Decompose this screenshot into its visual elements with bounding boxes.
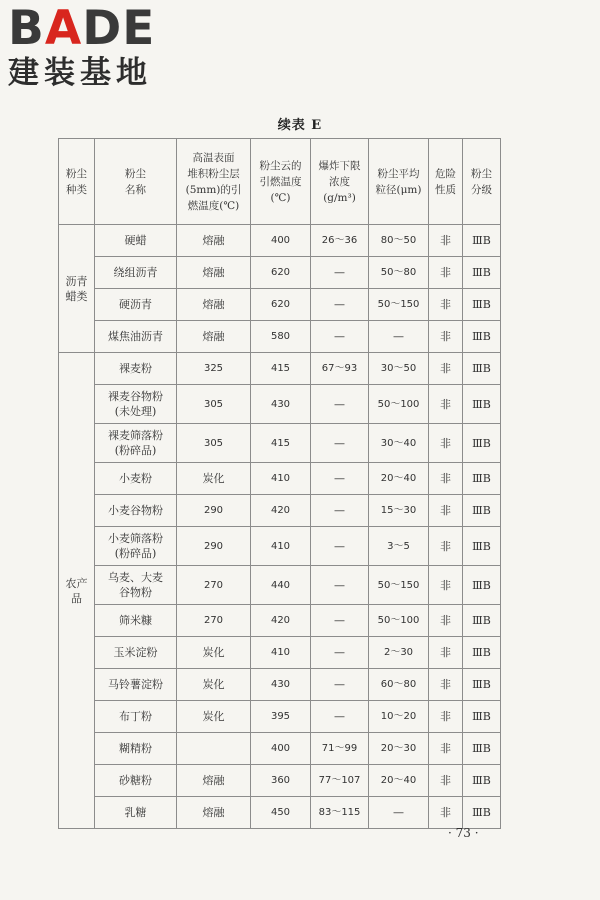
table-cell: — [311, 701, 369, 733]
table-cell: ⅢB [463, 353, 501, 385]
table-row [59, 321, 501, 353]
table-cell: — [311, 637, 369, 669]
table-cell: — [311, 424, 369, 463]
table-cell: 裸麦谷物粉 (未处理) [95, 385, 177, 424]
table-cell: 400 [251, 225, 311, 257]
table-cell: 410 [251, 637, 311, 669]
table-row [59, 353, 501, 385]
table-cell: 20～40 [369, 765, 429, 797]
table-row [59, 765, 501, 797]
table-cell: 煤焦油沥青 [95, 321, 177, 353]
table-cell: 裸麦粉 [95, 353, 177, 385]
table-cell: 50～100 [369, 605, 429, 637]
table-cell: 450 [251, 797, 311, 829]
table-cell: 非 [429, 765, 463, 797]
table-cell: 15～30 [369, 495, 429, 527]
table-cell: 50～150 [369, 289, 429, 321]
table-row [59, 289, 501, 321]
table-cell: 420 [251, 605, 311, 637]
table-cell: 50～150 [369, 566, 429, 605]
table-cell: 非 [429, 701, 463, 733]
logo-subtitle: 建装基地 [8, 55, 152, 91]
table-cell: — [369, 797, 429, 829]
logo-letters-de: DE [82, 1, 156, 56]
table-cell: 熔融 [177, 765, 251, 797]
table-cell: 砂糖粉 [95, 765, 177, 797]
table-cell: — [311, 527, 369, 566]
table-row [59, 424, 501, 463]
table-row [59, 637, 501, 669]
table-cell: — [311, 289, 369, 321]
logo-letter-a: A [44, 1, 83, 56]
table-cell: 乳糖 [95, 797, 177, 829]
table-cell: 10～20 [369, 701, 429, 733]
table-cell: 熔融 [177, 321, 251, 353]
table-cell: 硬沥青 [95, 289, 177, 321]
table-cell: 小麦谷物粉 [95, 495, 177, 527]
table-cell: ⅢB [463, 424, 501, 463]
table-cell: 非 [429, 463, 463, 495]
table-row [59, 669, 501, 701]
table-cell: — [311, 385, 369, 424]
table-cell: ⅢB [463, 289, 501, 321]
table-cell: 非 [429, 385, 463, 424]
table-cell: 布丁粉 [95, 701, 177, 733]
dust-properties-table [58, 138, 501, 829]
table-cell: 小麦筛落粉 (粉碎品) [95, 527, 177, 566]
table-cell: 620 [251, 257, 311, 289]
table-cell: — [311, 566, 369, 605]
table-cell: — [311, 495, 369, 527]
table-cell: 3～5 [369, 527, 429, 566]
brand-logo [8, 1, 178, 91]
logo-wordmark [8, 1, 178, 56]
table-cell: 熔融 [177, 289, 251, 321]
column-header: 粉尘云的 引燃温度 (℃) [251, 139, 311, 225]
dust-category-cell: 农产 品 [59, 353, 95, 829]
page-number: · 73 · [448, 826, 479, 840]
table-cell: 非 [429, 257, 463, 289]
table-cell: 60～80 [369, 669, 429, 701]
table-cell: 440 [251, 566, 311, 605]
table-row [59, 733, 501, 765]
table-cell: ⅢB [463, 321, 501, 353]
table-cell: 小麦粉 [95, 463, 177, 495]
table-cell: 非 [429, 669, 463, 701]
table-cell: 非 [429, 353, 463, 385]
logo-letter-b: B [8, 1, 45, 56]
table-cell: 71～99 [311, 733, 369, 765]
table-cell: 430 [251, 385, 311, 424]
table-cell: 305 [177, 424, 251, 463]
table-row [59, 797, 501, 829]
table-cell: 糊精粉 [95, 733, 177, 765]
table-cell: 炭化 [177, 463, 251, 495]
table-cell: ⅢB [463, 495, 501, 527]
table-row [59, 257, 501, 289]
table-cell: 20～30 [369, 733, 429, 765]
column-header: 粉尘 分级 [463, 139, 501, 225]
table-cell: — [311, 605, 369, 637]
table-cell: 非 [429, 733, 463, 765]
table-cell: ⅢB [463, 257, 501, 289]
table-cell: ⅢB [463, 733, 501, 765]
column-header: 粉尘 名称 [95, 139, 177, 225]
table-cell: 290 [177, 495, 251, 527]
table-cell: — [311, 257, 369, 289]
table-cell: 非 [429, 424, 463, 463]
table-cell: 2～30 [369, 637, 429, 669]
table-row [59, 605, 501, 637]
column-header: 高温表面 堆积粉尘层 (5mm)的引 燃温度(℃) [177, 139, 251, 225]
table-cell: 26～36 [311, 225, 369, 257]
table-cell: 30～40 [369, 424, 429, 463]
table-cell: 430 [251, 669, 311, 701]
column-header: 爆炸下限 浓度 (g/m³) [311, 139, 369, 225]
table-cell: 620 [251, 289, 311, 321]
table-cell: 400 [251, 733, 311, 765]
table-cell: 30～50 [369, 353, 429, 385]
table-cell: 非 [429, 637, 463, 669]
table-cell: 325 [177, 353, 251, 385]
table-cell: ⅢB [463, 669, 501, 701]
table-row [59, 463, 501, 495]
table-cell: — [369, 321, 429, 353]
table-cell: 50～100 [369, 385, 429, 424]
table-cell: 裸麦筛落粉 (粉碎品) [95, 424, 177, 463]
table-cell: 395 [251, 701, 311, 733]
table-cell: 熔融 [177, 797, 251, 829]
column-header: 粉尘平均 粒径(μm) [369, 139, 429, 225]
table-cell: 熔融 [177, 225, 251, 257]
table-cell: 炭化 [177, 701, 251, 733]
table-cell: 非 [429, 225, 463, 257]
table-cell: — [311, 463, 369, 495]
table-row [59, 701, 501, 733]
table-cell [177, 733, 251, 765]
table-cell: — [311, 669, 369, 701]
table-cell: ⅢB [463, 701, 501, 733]
table-row [59, 225, 501, 257]
table-cell: 415 [251, 424, 311, 463]
table-header-row [59, 139, 501, 225]
table-cell: 非 [429, 566, 463, 605]
table-row [59, 495, 501, 527]
table-cell: 67～93 [311, 353, 369, 385]
table-cell: 77～107 [311, 765, 369, 797]
table-cell: ⅢB [463, 605, 501, 637]
table-row [59, 385, 501, 424]
column-header: 粉尘 种类 [59, 139, 95, 225]
table-cell: 乌麦、大麦 谷物粉 [95, 566, 177, 605]
table-cell: 80～50 [369, 225, 429, 257]
table-cell: 非 [429, 605, 463, 637]
table-cell: 270 [177, 605, 251, 637]
table-cell: 305 [177, 385, 251, 424]
table-cell: 非 [429, 527, 463, 566]
table-cell: 360 [251, 765, 311, 797]
column-header: 危险 性质 [429, 139, 463, 225]
table-cell: ⅢB [463, 225, 501, 257]
table-cell: 炭化 [177, 669, 251, 701]
table-cell: ⅢB [463, 797, 501, 829]
table-cell: 415 [251, 353, 311, 385]
table-caption: 续表 E [277, 118, 323, 133]
dust-category-cell: 沥青 蜡类 [59, 225, 95, 353]
table-cell: ⅢB [463, 527, 501, 566]
table-cell: 筛米糠 [95, 605, 177, 637]
table-cell: 炭化 [177, 637, 251, 669]
table-cell: 20～40 [369, 463, 429, 495]
table-cell: 非 [429, 797, 463, 829]
table-cell: 非 [429, 495, 463, 527]
table-cell: — [311, 321, 369, 353]
table-row [59, 566, 501, 605]
table-cell: 270 [177, 566, 251, 605]
table-cell: 83～115 [311, 797, 369, 829]
table-cell: 420 [251, 495, 311, 527]
table-cell: ⅢB [463, 765, 501, 797]
table-row [59, 527, 501, 566]
table-cell: ⅢB [463, 566, 501, 605]
table-cell: 马铃薯淀粉 [95, 669, 177, 701]
table-cell: 290 [177, 527, 251, 566]
table-cell: ⅢB [463, 385, 501, 424]
table-cell: 绕组沥青 [95, 257, 177, 289]
table-cell: 非 [429, 289, 463, 321]
table-cell: ⅢB [463, 637, 501, 669]
table-cell: 50～80 [369, 257, 429, 289]
table-cell: 410 [251, 463, 311, 495]
table-cell: 玉米淀粉 [95, 637, 177, 669]
table-cell: 580 [251, 321, 311, 353]
table-cell: 410 [251, 527, 311, 566]
table-cell: 硬蜡 [95, 225, 177, 257]
table-cell: ⅢB [463, 463, 501, 495]
table-cell: 非 [429, 321, 463, 353]
table-cell: 熔融 [177, 257, 251, 289]
